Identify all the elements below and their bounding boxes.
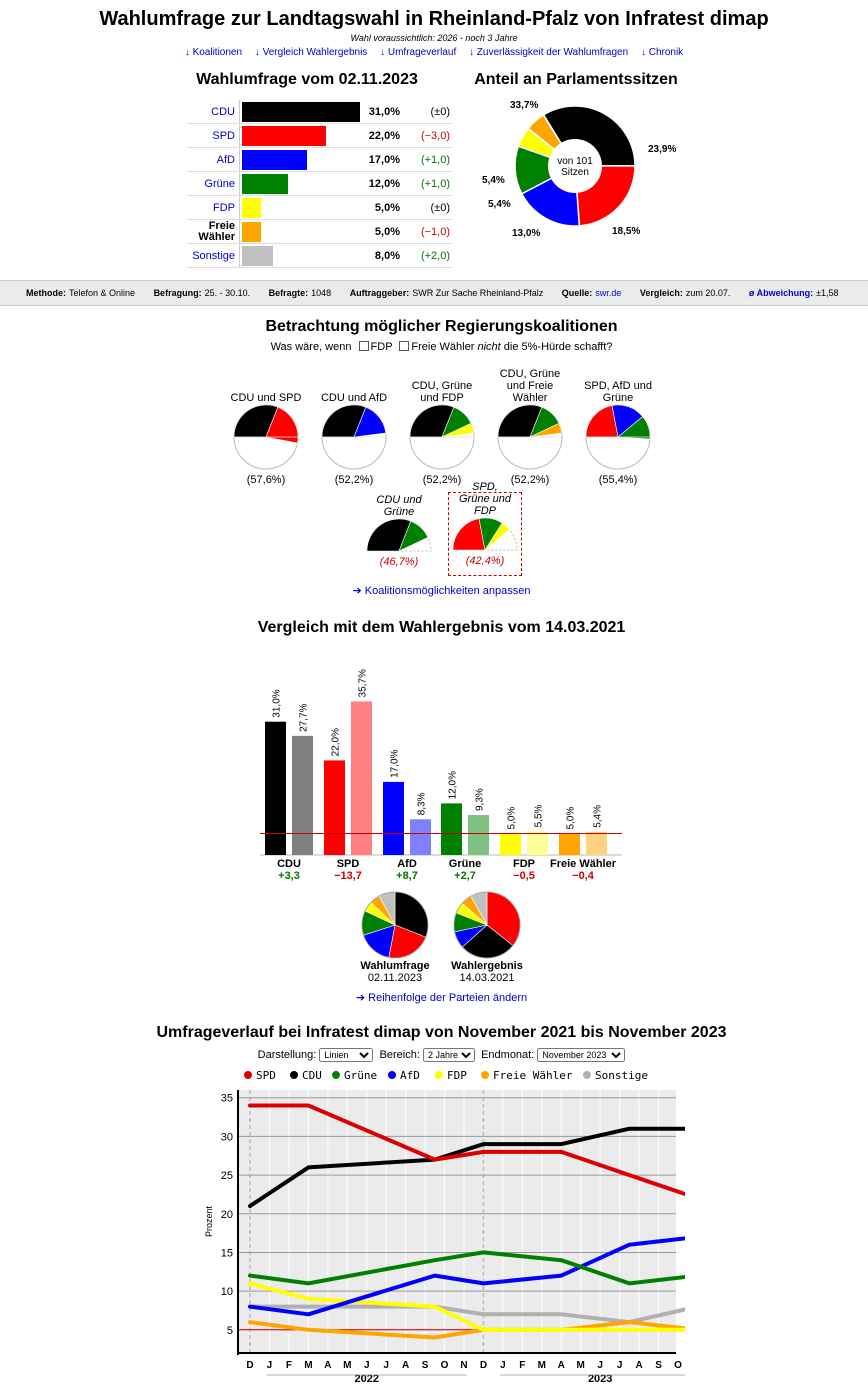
bar-afd-result [410,819,431,855]
auftraggeber-value: SWR Zur Sache Rheinland-Pfalz [412,288,544,298]
befragung-label: Befragung: [153,288,202,298]
y-tick-label: 10 [220,1286,233,1299]
party-bar-cell [240,124,363,148]
coalition-percentage: (46,7%) [379,556,419,568]
result-pie-title: Wahlergebnis [451,960,523,972]
quelle-link[interactable]: swr.de [595,288,622,298]
legend-item-spd[interactable] [244,1069,276,1082]
party-value: 17,0% [362,148,400,172]
legend-dot [290,1071,298,1079]
seat-label-afd: 18,5% [612,226,641,237]
party-name: Freie Wähler [187,220,240,244]
befragung-value: 25. - 30.10. [204,288,251,298]
legend-item-freie-waehler[interactable] [481,1069,572,1082]
poll-row-fdp [187,196,452,220]
month-label: J [500,1360,506,1371]
coalition-label: CDU, Grüne und Freie Wähler [499,368,561,404]
seat-label-fdp: 5,4% [488,199,511,210]
coalition-semicircle [231,404,301,470]
bar-cdu-poll [265,722,286,855]
abweichung-value: ±1,58 [816,288,839,298]
legend-dot [388,1071,396,1079]
bar-value-spd-result: 35,7% [357,669,369,698]
month-label: J [597,1360,603,1371]
coalition-cdu-gruene-und-freie-waehler [486,368,574,486]
month-label: J [363,1360,370,1371]
month-label: J [266,1360,273,1371]
coalition-semicircle [495,404,565,470]
freie-waehler-checkbox-label[interactable]: Freie Wähler [411,341,475,353]
page-subtitle: Wahl voraussichtlich: 2026 - noch 3 Jahre [350,33,518,43]
coalition-spd-gruene-und-fdp [448,481,522,576]
bar-gruene-result [468,815,489,855]
comparison-bar-chart [250,650,640,890]
bar-value-gruene-result: 9,3% [474,788,486,812]
bar-afd-poll [383,782,404,855]
coalition-label: CDU und AfD [320,392,388,404]
month-label: S [421,1360,429,1371]
category-label-gruene: Grüne [448,858,482,870]
difference-label-gruene: +2,7 [454,870,476,882]
category-label-freie-waehler: Freie Wähler [549,858,617,870]
party-name[interactable]: SPD [187,124,240,148]
party-change: (−1,0) [400,220,452,244]
legend-label: Freie Wähler [493,1069,573,1082]
legend-label: CDU [302,1069,322,1082]
month-label: M [537,1360,546,1371]
coalition-percentage: (52,2%) [510,474,550,486]
seats-total-label: von 101 [557,156,593,167]
legend-item-gruene[interactable] [332,1069,377,1082]
endmonat-select[interactable] [537,1048,625,1062]
party-bar [242,246,273,266]
party-value: 31,0% [362,100,400,124]
method-bar [0,280,868,306]
bar-value-gruene-poll: 12,0% [447,771,459,800]
poll-row-freie-waehler [187,220,452,244]
befragte-label: Befragte: [268,288,309,298]
bar-value-freie-waehler-poll: 5,0% [565,806,577,830]
party-name[interactable]: Sonstige [187,244,240,268]
party-bar [242,198,261,218]
befragte-value: 1048 [311,288,332,298]
bar-value-afd-poll: 17,0% [389,749,401,778]
poll-row-gruene [187,172,452,196]
party-name[interactable]: FDP [187,196,240,220]
bar-value-fdp-poll: 5,0% [506,806,518,830]
vergleich-label: Vergleich: [639,288,683,298]
bar-value-spd-poll: 22,0% [330,728,342,757]
coalition-label: CDU und Grüne [376,494,422,518]
nav-link-zuverlaessigkeit[interactable]: ↓ Zuverlässigkeit der Wahlumfragen [469,47,629,58]
legend-dot [244,1071,252,1079]
poll-pie-chart [360,890,430,960]
month-label: M [576,1360,585,1371]
coalition-label: SPD, Grüne und FDP [459,481,511,517]
legend-label: Sonstige [595,1069,648,1082]
page-title: Wahlumfrage zur Landtagswahl in Rheinland-Pfalz von Infratest dimap [99,8,769,30]
result-pie-caption [442,960,532,984]
y-tick-label: 30 [220,1131,233,1144]
category-label-spd: SPD [336,858,360,870]
month-label: M [343,1360,352,1371]
bar-spd-poll [324,760,345,855]
party-bar [242,222,261,242]
bereich-select[interactable] [423,1048,475,1062]
legend-item-fdp[interactable] [435,1069,467,1082]
adjust-coalitions-link[interactable]: ➔ Koalitionsmöglichkeiten anpassen [352,585,531,597]
legend-label: AfD [400,1069,420,1082]
poll-row-spd [187,124,452,148]
month-label: S [655,1360,662,1371]
party-bar-cell [240,172,363,196]
bar-freie-waehler-poll [559,834,580,856]
party-change: (+1,0) [400,148,452,172]
bar-gruene-poll [441,803,462,855]
coalition-semicircle [364,518,434,554]
party-value: 5,0% [362,196,400,220]
coalition-cdu-gruene-und-fdp [398,368,486,486]
poll-row-afd [187,148,452,172]
poll-row-sonstige [187,244,452,268]
methode-label: Methode: [26,288,66,298]
seat-label-spd: 23,9% [648,144,677,155]
auftraggeber-label: Auftraggeber: [349,288,410,298]
party-bar [242,150,307,170]
nav-link-koalitionen[interactable]: ↓ Koalitionen [184,47,243,58]
party-value: 22,0% [362,124,400,148]
question-pre: Was wäre, wenn [270,341,352,353]
bar-fdp-result [527,831,548,855]
difference-label-afd: +8,7 [396,870,418,882]
nav-link-chronik[interactable]: ↓ Chronik [640,47,684,58]
difference-label-fdp: −0,5 [513,870,535,882]
party-bar-cell [240,148,363,172]
y-tick-label: 25 [220,1170,233,1183]
coalition-percentage: (55,4%) [598,474,638,486]
month-label: N [460,1360,468,1371]
coalitions-heading: Betrachtung möglicher Regierungskoalitionen [265,318,618,335]
party-bar [242,174,288,194]
legend-item-afd[interactable] [388,1069,420,1082]
seat-label-gruene: 13,0% [512,228,541,239]
trend-line-chart [200,1085,685,1385]
bar-value-freie-waehler-result: 5,4% [592,804,604,828]
coalition-percentage: (42,4%) [465,555,505,567]
month-label: F [285,1360,292,1371]
seat-label-cdu: 33,7% [510,100,539,111]
y-tick-label: 15 [220,1247,233,1260]
methode-value: Telefon & Online [69,288,136,298]
question-post: die 5%-Hürde schafft? [503,341,613,353]
month-label: F [519,1360,526,1371]
category-label-cdu: CDU [277,858,301,870]
month-label: A [557,1360,565,1371]
poll-pie-date: 02.11.2023 [367,972,423,984]
change-party-order-link[interactable]: ➔ Reihenfolge der Parteien ändern [355,992,528,1004]
month-label: O [674,1360,682,1371]
result-pie-date: 14.03.2021 [459,972,515,984]
seats-donut-chart [470,96,690,246]
coalition-cdu-und-afd [310,368,398,486]
legend-label: SPD [256,1069,276,1082]
poll-table [187,100,452,268]
month-label: A [402,1360,410,1371]
y-axis-label: Prozent [204,1205,214,1238]
y-tick-label: 20 [220,1208,233,1221]
party-value: 12,0% [362,172,400,196]
seat-label-freie-waehler: 5,4% [482,175,505,186]
legend-item-cdu[interactable] [290,1069,322,1082]
party-bar [242,126,326,146]
question-not: nicht [477,341,501,353]
coalition-semicircle [319,404,389,470]
bar-value-afd-result: 8,3% [416,792,428,816]
difference-label-cdu: +3,3 [278,870,300,882]
y-tick-label: 5 [226,1324,233,1337]
bar-value-cdu-result: 27,7% [298,703,310,732]
coalition-label: SPD, AfD und Grüne [584,380,652,404]
month-label: D [479,1360,488,1371]
legend-dot [481,1071,489,1079]
coalition-label: CDU und SPD [230,392,302,404]
year-label: 2022 [354,1373,379,1385]
darstellung-select[interactable] [319,1048,373,1062]
category-label-fdp: FDP [513,858,535,870]
bereich-label: Bereich: [379,1049,420,1061]
endmonat-label: Endmonat: [481,1049,535,1061]
coalition-question [0,341,868,353]
month-label: M [304,1360,313,1371]
month-label: O [440,1360,449,1371]
darstellung-label: Darstellung: [257,1049,317,1061]
party-change: (+2,0) [400,244,452,268]
coalition-cdu-und-spd [222,368,310,486]
party-change: (−3,0) [400,124,452,148]
coalition-percentage: (52,2%) [422,474,462,486]
coalition-semicircle [450,517,520,553]
legend-item-sonstige[interactable] [583,1069,648,1082]
coalition-semicircle [407,404,477,470]
year-label: 2023 [587,1373,613,1385]
trend-heading: Umfrageverlauf bei Infratest dimap von November 2021 bis November 2023 [156,1024,727,1041]
party-name[interactable]: CDU [187,100,240,124]
poll-heading: Wahlumfrage vom 02.11.2023 [196,71,418,88]
party-change: (+1,0) [400,172,452,196]
seats-unit-label: Sitzen [561,167,589,178]
vergleich-value: zum 20.07. [685,288,731,298]
abweichung-link[interactable]: ø Abweichung: [748,288,814,298]
nav-link-umfrageverlauf[interactable]: ↓ Umfrageverlauf [380,47,457,58]
month-label: J [383,1360,389,1371]
coalition-cdu-und-gruene [355,494,443,574]
coalition-percentage: (52,2%) [334,474,374,486]
legend-dot [435,1071,443,1079]
freie-waehler-checkbox[interactable] [399,341,409,351]
coalition-percentage: (57,6%) [246,474,286,486]
seats-heading: Anteil an Parlamentssitzen [474,71,678,88]
bar-cdu-result [292,736,313,855]
difference-label-freie-waehler: −0,4 [572,870,594,882]
y-tick-label: 35 [220,1092,233,1105]
fdp-checkbox[interactable] [359,341,369,351]
legend-label: FDP [447,1069,467,1082]
poll-pie-title: Wahlumfrage [360,960,430,972]
bar-freie-waehler-result [586,832,607,855]
legend-label: Grüne [344,1069,378,1082]
result-pie-chart [452,890,522,960]
month-label: A [635,1360,643,1371]
bar-fdp-poll [500,834,521,856]
bar-value-fdp-result: 5,5% [533,804,545,828]
comparison-heading: Vergleich mit dem Wahlergebnis vom 14.03.2021 [257,619,626,636]
coalition-semicircle [583,404,653,470]
nav-link-vergleich[interactable]: ↓ Vergleich Wahlergebnis [254,47,368,58]
month-label: D [246,1360,254,1371]
legend-dot [583,1071,591,1079]
poll-row-cdu [187,100,452,124]
party-bar [242,102,360,122]
party-change: (±0) [400,196,452,220]
coalition-spd-afd-und-gruene [574,368,662,486]
coalition-label: CDU, Grüne und FDP [411,380,473,404]
party-change: (±0) [400,100,452,124]
bar-value-cdu-poll: 31,0% [271,689,283,718]
month-label: A [324,1360,332,1371]
trend-controls [0,1048,868,1062]
party-bar-cell [240,100,363,124]
party-bar-cell [240,220,363,244]
poll-pie-caption [350,960,440,984]
difference-label-spd: −13,7 [334,870,362,882]
category-label-afd: AfD [397,858,417,870]
party-value: 8,0% [362,244,400,268]
legend-dot [332,1071,340,1079]
party-bar-cell [240,196,363,220]
party-value: 5,0% [362,220,400,244]
party-name[interactable]: AfD [187,148,240,172]
month-label: J [616,1360,623,1371]
party-bar-cell [240,244,363,268]
party-name[interactable]: Grüne [187,172,240,196]
fdp-checkbox-label[interactable]: FDP [370,341,393,353]
bar-spd-result [351,701,372,855]
quelle-label: Quelle: [561,288,593,298]
nav-links [0,47,868,58]
